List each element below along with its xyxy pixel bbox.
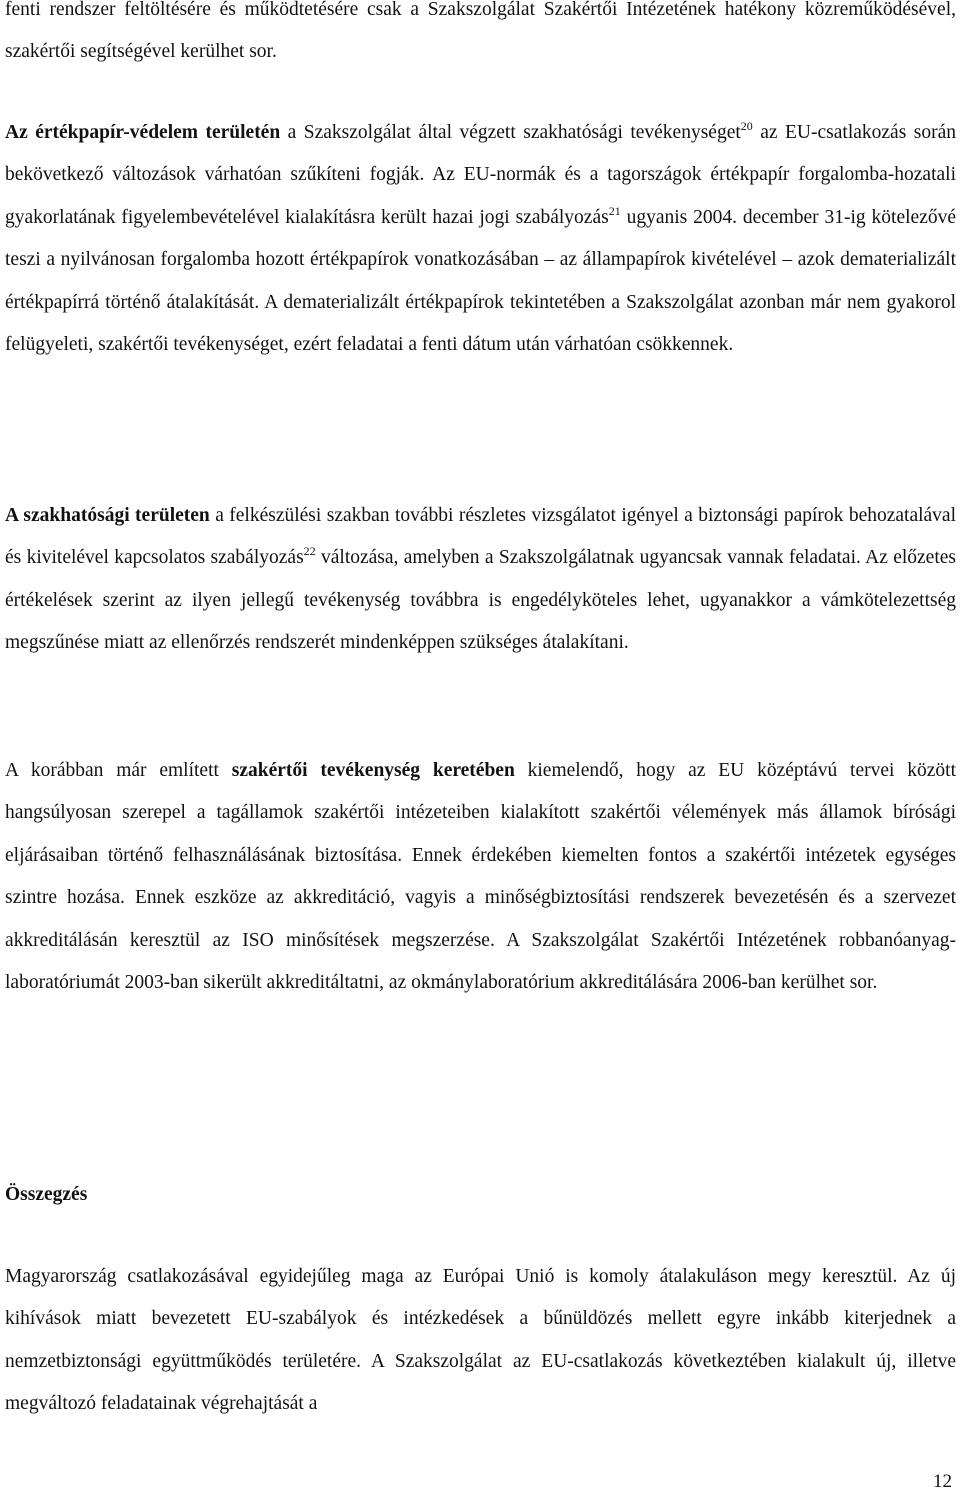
- paragraph-lead-bold: A szakhatósági területen: [5, 505, 210, 526]
- paragraph-authority-area: [5, 495, 956, 665]
- footnote-ref: 20: [740, 119, 753, 133]
- page-number: 12: [933, 1471, 952, 1492]
- paragraph-expert-activity: [5, 750, 956, 1004]
- paragraph-continued: [5, 0, 956, 74]
- paragraph-text: változása, amelyben a Szakszolgálatnak ugyancsak vannak feladatai. Az előzetes értékelések szerint az ilyen jellegű tevékenység továbbra is engedélyköteles lehet, ugyanakkor a vámkötelezettség megszűnése miatt az ellenőrzés rendszerét mindenképpen szükséges átalakítani.: [5, 547, 956, 654]
- paragraph-text: A korábban már említett: [5, 760, 232, 781]
- paragraph-securities-protection: [5, 112, 956, 366]
- paragraph-text: kiemelendő, hogy az EU középtávú tervei között hangsúlyosan szerepel a tagállamok szakértői intézeteiben kialakított szakértői vélemények más államok bírósági eljárásaiban történő felhasználásának biztosítása. Ennek érdekében kiemelten fontos a szakértői intézetek egységes szintre hozása. Ennek eszköze az akkreditáció, vagyis a minőségbiztosítási rendszerek bevezetésén és a szervezet akkreditálásán keresztül az ISO minősítések megszerzése. A Szakszolgálat Szakértői Intézetének robbanóanyag-laboratóriumát 2003-ban sikerült akkreditáltatni, az okmánylaboratórium akkreditálására 2006-ban kerülhet sor.: [5, 760, 956, 994]
- paragraph-text: a felkészülési szakban további részletes vizsgálatot igényel a biztonsági papírok behozatalával és kivitelével kapcsolatos szabályozás: [5, 505, 957, 569]
- paragraph-text: a Szakszolgálat által végzett szakhatósági tevékenységet: [280, 122, 741, 143]
- paragraph-text: az EU-csatlakozás során bekövetkező változások várhatóan szűkíteni fogják. Az EU-normák és a tagországok értékpapír forgalomba-hozatali gyakorlatának figyelembevételével kialakításra került hazai jogi szabályozás: [5, 122, 956, 228]
- footnote-ref: 21: [608, 203, 621, 218]
- paragraph-inline-bold: szakértői tevékenység keretében: [231, 760, 515, 781]
- paragraph-text: fenti rendszer feltöltésére és működtetésére csak a Szakszolgálat Szakértői Intézetének hatékony közreműködésével, szakértői segítségével kerülhet sor.: [5, 0, 956, 63]
- section-heading: Összegzés: [5, 1184, 88, 1205]
- paragraph-text: Magyarország csatlakozásával egyidejűleg maga az Európai Unió is komoly átalakuláson megy keresztül. Az új kihívások miatt bevezetett EU-szabályok és intézkedések a bűnüldözés mellett egyre inkább kiterjednek a nemzetbiztonsági együttműködés területére. A Szakszolgálat az EU-csatlakozás következtében kialakult új, illetve megváltozó feladatainak végrehajtását a: [5, 1266, 956, 1415]
- paragraph-summary: [5, 1256, 956, 1426]
- paragraph-lead-bold: Az értékpapír-védelem területén: [5, 122, 281, 143]
- footnote-ref: 22: [303, 544, 316, 559]
- paragraph-text: ugyanis 2004. december 31-ig kötelezővé teszi a nyilvánosan forgalomba hozott értékpapírok vonatkozásában – az állampapírok kivételével – azok dematerializált értékpapírrá történő átalakítását. A dematerializált értékpapírok tekintetében a Szakszolgálat azonban már nem gyakorol felügyeleti, szakértői tevékenységet, ezért feladatai a fenti dátum után várhatóan csökkennek.: [5, 206, 957, 356]
